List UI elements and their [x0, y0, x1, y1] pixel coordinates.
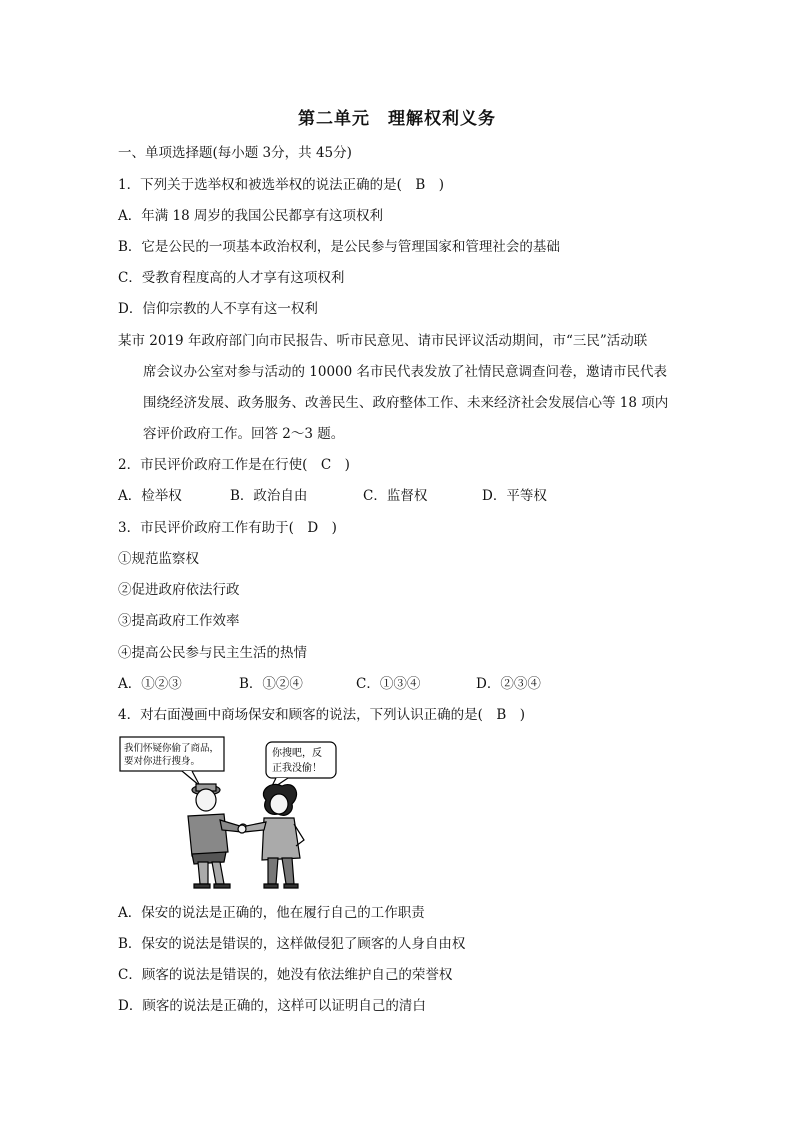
question-2-option-c: C．监督权 — [363, 488, 428, 504]
question-3-option-d: D．②③④ — [476, 676, 541, 692]
passage-line: 某市 2019 年政府部门向市民报告、听市民意见、请市民评议活动期间，市“三民”活动联 — [118, 333, 648, 349]
guard-speech-line: 要对你进行搜身。 — [124, 756, 201, 767]
unit-title: 第二单元 理解权利义务 — [298, 109, 496, 129]
question-2-option-b: B．政治自由 — [230, 488, 308, 504]
cartoon-illustration — [118, 734, 350, 890]
passage-line: 容评价政府工作。回答 2～3 题。 — [143, 426, 345, 442]
question-2-stem: 2．市民评价政府工作是在行使( C ) — [118, 457, 350, 473]
customer-speech-bubble — [266, 742, 336, 790]
question-1-stem: 1．下列关于选举权和被选举权的说法正确的是( B ) — [118, 177, 445, 193]
section-heading: 一、单项选择题(每小题 3分，共 45分) — [118, 145, 352, 161]
guard-speech-line: 我们怀疑你偷了商品， — [124, 743, 220, 754]
question-3-option-b: B．①②④ — [239, 676, 303, 692]
question-3-item: ④提高公民参与民主生活的热情 — [118, 645, 307, 661]
passage-line: 席会议办公室对参与活动的 10000 名市民代表发放了社情民意调查问卷，邀请市民代表 — [143, 364, 668, 380]
question-3-option-a: A．①②③ — [118, 676, 182, 692]
question-4-stem: 4．对右面漫画中商场保安和顾客的说法，下列认识正确的是( B ) — [118, 707, 526, 723]
customer-speech-line: 正我没偷！ — [272, 763, 322, 774]
question-4-option-b: B．保安的说法是错误的，这样做侵犯了顾客的人身自由权 — [118, 936, 466, 952]
question-3-item: ③提高政府工作效率 — [118, 613, 240, 629]
question-1-option-c: C．受教育程度高的人才享有这项权利 — [118, 270, 345, 286]
question-4-option-a: A．保安的说法是正确的，他在履行自己的工作职责 — [118, 905, 425, 921]
question-1-option-d: D．信仰宗教的人不享有这一权利 — [118, 301, 318, 317]
question-3-option-c: C．①③④ — [356, 676, 421, 692]
question-2-option-d: D．平等权 — [482, 488, 547, 504]
question-2-option-a: A．检举权 — [118, 488, 182, 504]
question-4-option-d: D．顾客的说法是正确的，这样可以证明自己的清白 — [118, 998, 426, 1014]
security-guard-figure — [188, 784, 247, 888]
guard-speech-bubble — [120, 737, 224, 786]
question-1-option-a: A．年满 18 周岁的我国公民都享有这项权利 — [118, 208, 384, 224]
customer-speech-line: 你搜吧，反 — [272, 748, 322, 759]
question-1-option-b: B．它是公民的一项基本政治权利，是公民参与管理国家和管理社会的基础 — [118, 239, 560, 255]
question-3-item: ①规范监察权 — [118, 551, 199, 567]
question-3-stem: 3．市民评价政府工作有助于( D ) — [118, 520, 337, 536]
passage-line: 围绕经济发展、政务服务、改善民生、政府整体工作、未来经济社会发展信心等 18 项内 — [143, 395, 669, 411]
question-3-item: ②促进政府依法行政 — [118, 582, 240, 598]
customer-figure — [238, 784, 304, 888]
question-4-option-c: C．顾客的说法是错误的，她没有依法维护自己的荣誉权 — [118, 967, 453, 983]
